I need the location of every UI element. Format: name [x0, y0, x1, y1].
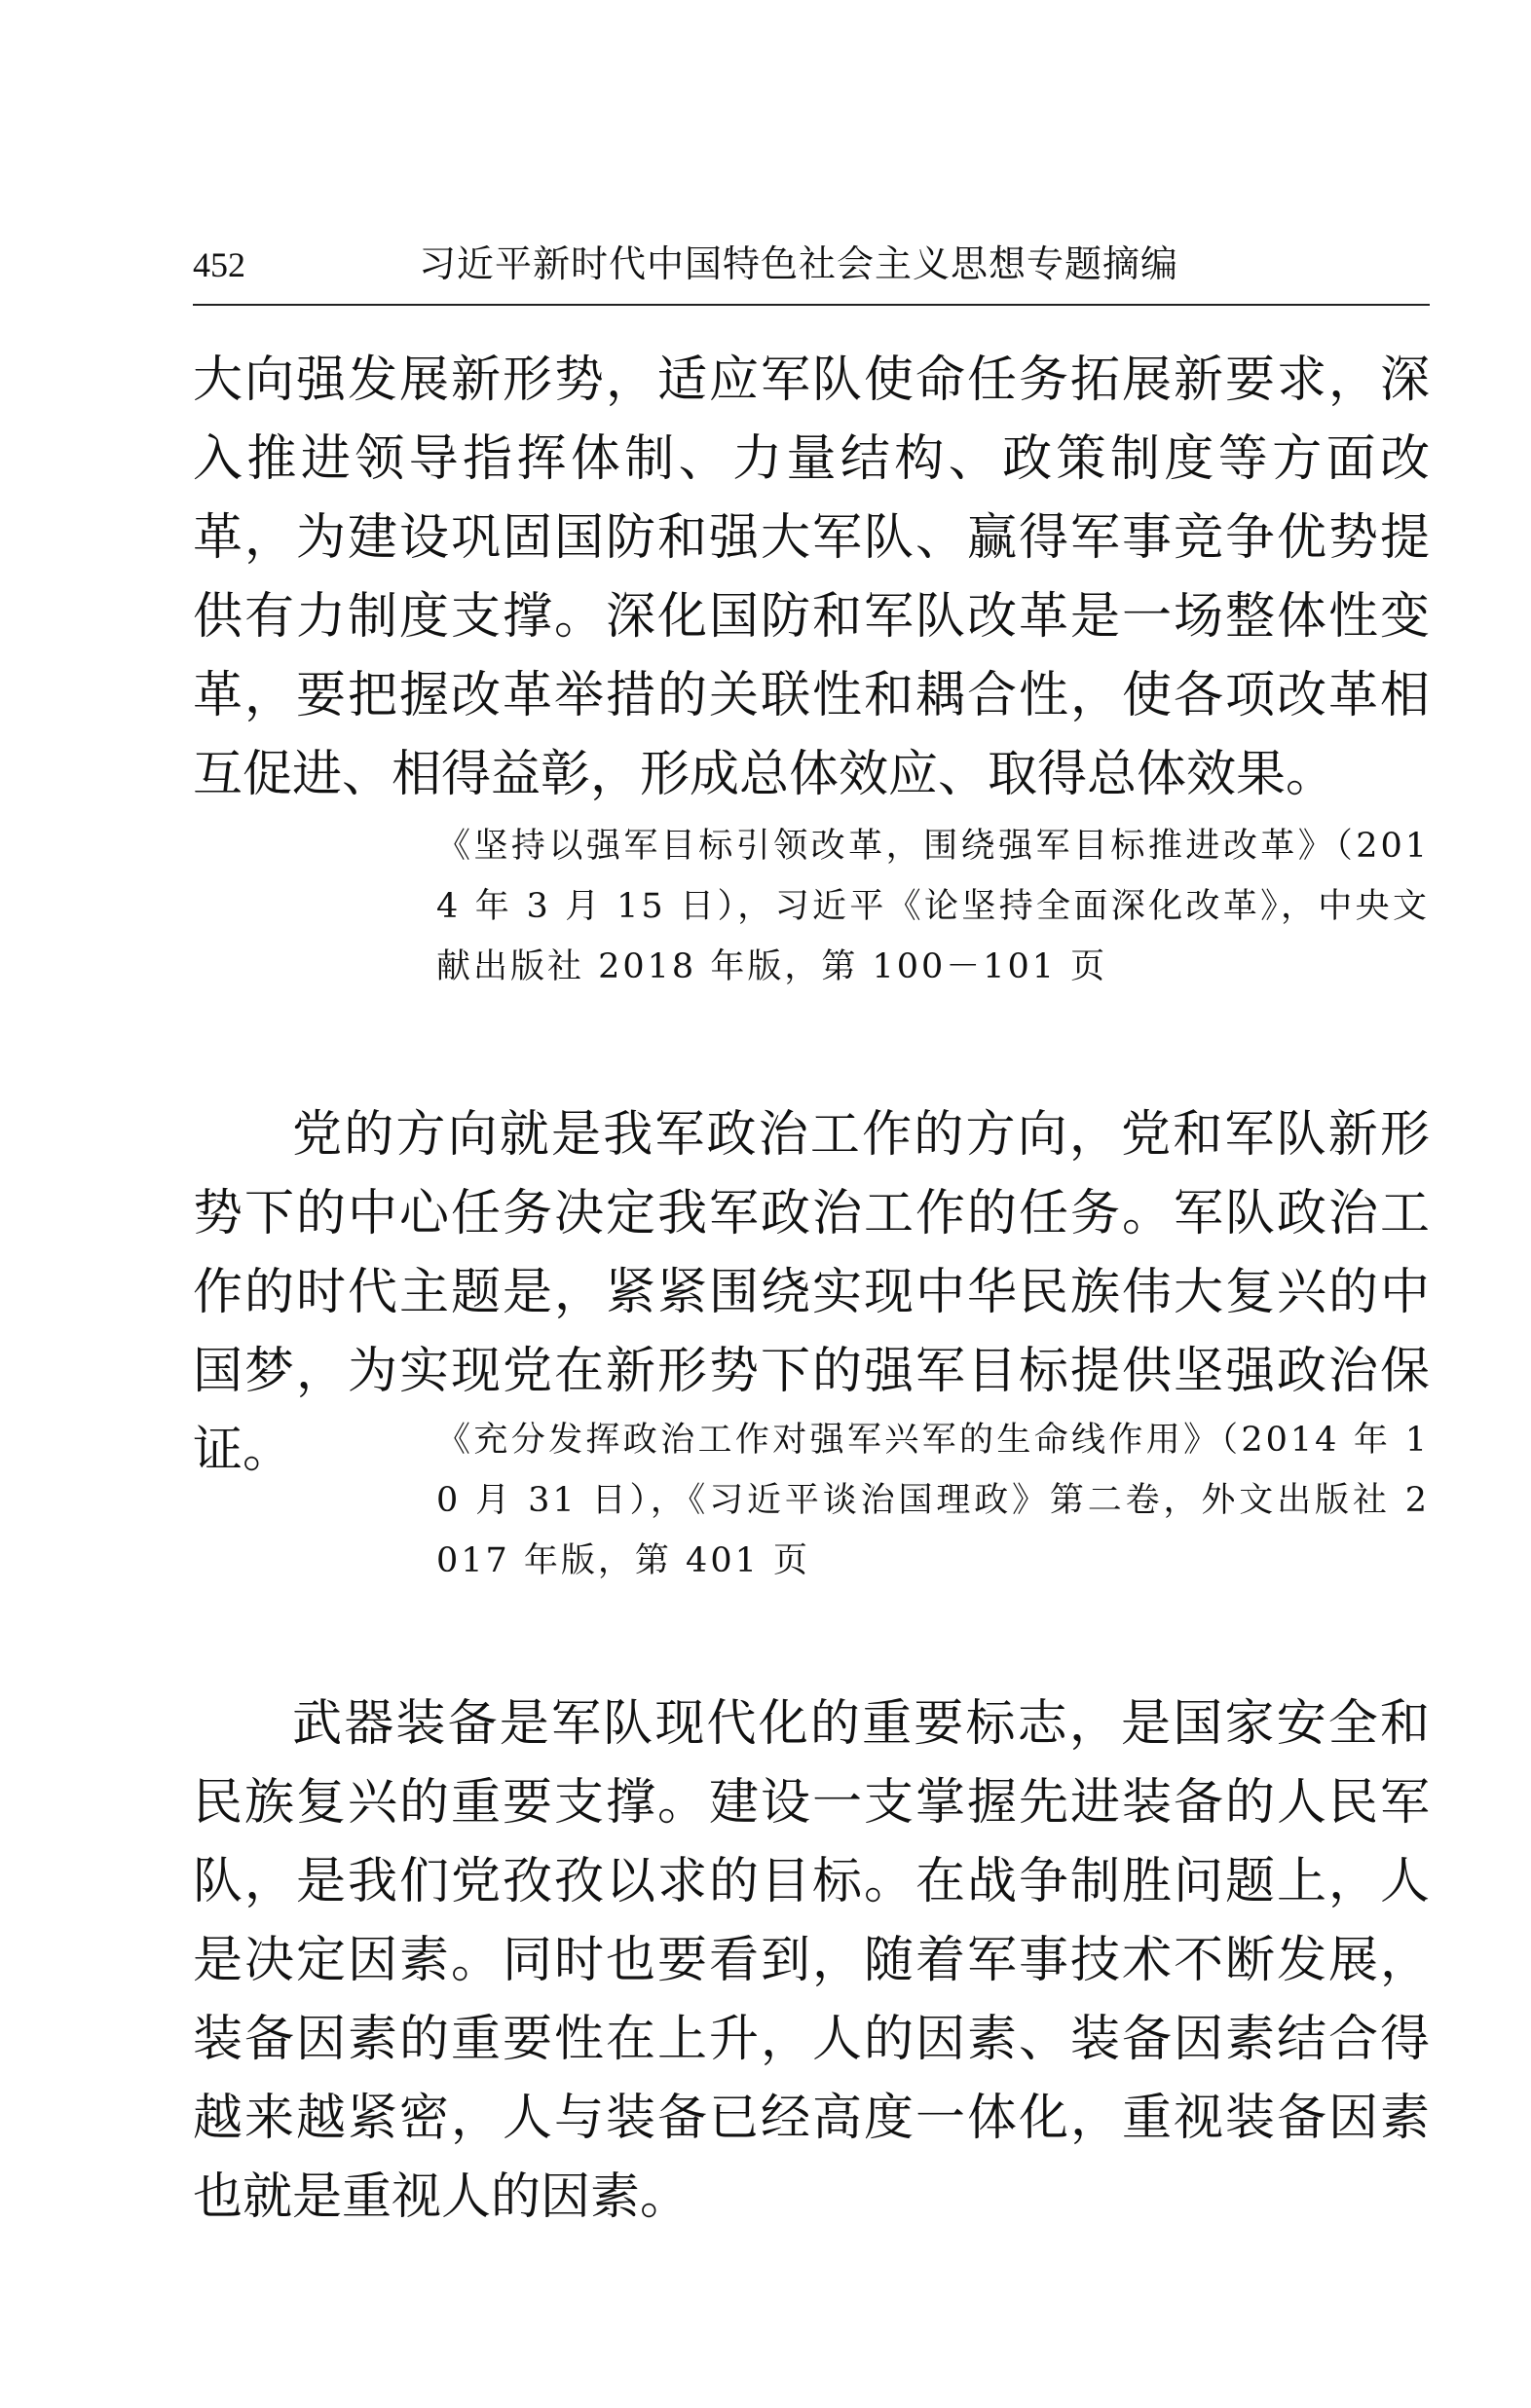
body-paragraph-3: 武器装备是军队现代化的重要标志，是国家安全和民族复兴的重要支撑。建设一支掌握先进装备的人民军队，是我们党孜孜以求的目标。在战争制胜问题上，人是决定因素。同时也要看到，随着军事技术不断发展，装备因素的重要性在上升，人的因素、装备因素结合得越来越紧密，人与装备已经高度一体化，重视装备因素也就是重视人的因素。: [193, 1695, 1430, 2226]
body-paragraph-2: 党的方向就是我军政治工作的方向，党和军队新形势下的中心任务决定我军政治工作的任务。军队政治工作的时代主题是，紧紧围绕实现中华民族伟大复兴的中国梦，为实现党在新形势下的强军目标提供坚强政治保证。: [193, 1106, 1430, 1479]
page-number: 452: [193, 245, 245, 284]
source-citation-2: 《充分发挥政治工作对强军兴军的生命线作用》（2014 年 10 月 31 日），《习近平谈治国理政》第二卷，外文出版社 2017 年版，第 401 页: [436, 1421, 1430, 1580]
source-citation-1: 《坚持以强军目标引领改革，围绕强军目标推进改革》（2014 年 3 月 15 日），习近平《论坚持全面深化改革》，中央文献出版社 2018 年版，第 100－101 页: [436, 827, 1430, 986]
page-header: [193, 241, 1430, 306]
body-paragraph-1: 大向强发展新形势，适应军队使命任务拓展新要求，深入推进领导指挥体制、力量结构、政策制度等方面改革，为建设巩固国防和强大军队、赢得军事竞争优势提供有力制度支撑。深化国防和军队改革是一场整体性变革，要把握改革举措的关联性和耦合性，使各项改革相互促进、相得益彰，形成总体效应、取得总体效果。: [193, 352, 1430, 803]
running-title: 习近平新时代中国特色社会主义思想专题摘编: [419, 242, 1179, 285]
